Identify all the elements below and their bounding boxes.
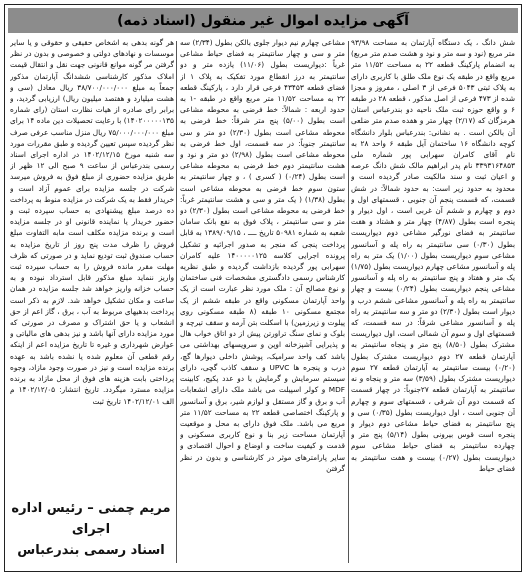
signature-line-1: مریم چمنی – رئیس اداره اجرای <box>11 501 171 537</box>
column-middle <box>180 37 345 567</box>
signature-block <box>9 498 173 561</box>
signature-line-2: اسناد رسمی بندرعباس <box>17 543 165 558</box>
column-right <box>351 37 515 567</box>
text-columns <box>9 37 517 567</box>
advertisement-page <box>4 4 522 572</box>
column-left-text: هر گونه بدهی به اشخاص حقیقی و حقوقی و یا سایر موسسات و نهادهای دولتی و خصوصی و بدون در نظر گرفتن مر گونه موانع قانونی جهت نقل و انتقال قیمت املاک مذکور کارشناسی ششدانگ آپارتمان مذکور جمعاً به مبلغ ۳۸/۷۰۰/۰۰۰/۰۰۰ ریال معادل (سی و هشت میلیارد و هفتصد میلیون ریال) ارزیابی گردید، و برابر رای صادره از هیات نظارت استان (رای شماره ۱۴۰۲۰۰۰۰۰۱۳۵) با رعایت تحصیلات دین ماده ۱۴ برای مبلغ ۷۵/۰۰۰/۰۰۰/۰۰۰ ریال منزل مناسب عرفی صرف نظر گردیده سپس تعیین گردیده و طبق مقررات مورد سه شنبه مورخ ۱۴۰۲/۱۲/۱۵ در اداره اجرای اسناد رسمی بندرعباس از ساعت ۹ صبح الی ۱۲ ظهر از طریق مزایده حضوری از مبلغ فوق به فروش میرسد شرکت در جلسه مزایده برای عموم آزاد است و خریدار فقط به یک شرکت در مزایده منوط به پرداخت ده درصد مبلغ پیشنهادی به حساب سپرده ثبت و حضور خریدار یا نماینده قانونی او در جلسه مزایده است و برنده مزایده مکلف است مابه التفاوت مبلغ فروش را ظرف مدت پنج روز از تاریخ مزایده به حساب صندوق ثبت تودیع نماید و در صورتی که ظرف مهلت مقرر مانده فروش را به حساب سپرده ثبت واریز ننماید مبلغ مذکور قابل استرداد نبوده و به حساب خزانه واریز خواهد شد جلسه مزایده در همان ساعت و مکان تشکیل خواهد شد. لازم به ذکر است پرداخت بدهیهای مربوط به آب ، برق ، گاز اعم از حق انشعاب و یا حق اشتراک و مصرف در صورتی که مورد مزایده دارای آنها باشد و نیز بدهی های مالیاتی و عوارض شهرداری و غیره تا تاریخ مزایده اعم از اینکه رقم قطعی آن معلوم شده یا نشده باشد به عهده برنده مزایده است و نیز در صورت وجود مازاد، وجوه پرداختی بابت هزینه های فوق از محل مازاد به برنده مزایده مسترد میگردد. تاریخ انتشار: ۱۴۰۲/۱۲/۰۵ م الف ۱۴۰۲/۱۲/۰۱ تاریخ ثبت <box>10 38 174 406</box>
column-divider <box>176 41 177 563</box>
column-left <box>10 37 174 567</box>
column-right-text: شش دانگ ، یک دستگاه آپارتمان به مساحت ۹۳/۹۸ متر مربع (نود و سه متر و نود و هشت صدم متر مربع) به انضمام پارکینگ قطعه ۲۲ به مساحت ۱۱/۵۲ متر مربع واقع در طبقه یک نوع ملک طلق با کاربری دارای به پلاک ثبتی ۵۰۴۳ فرعی از ۳ اصلی ، مفروز و مجزا شده از ۴۷۳ فرعی از اصل مذکور ، قطعه ۲۸ در طبقه ۶ و واقع حوزه ثبت ملک ناحیه دو بندرعباس استان هرمزگان که (۲/۱۷) چهار متر و هفده صدم متر ضلعی آن بالکن است . به نشانی: بندرعباس بلوار دانشگاه کوچه دانشگاه ۱۶ ساختمان آیل طبقه ۶ واحد ۲۸ به نام آقای کامران سهرابی پور شماره ملی ۳۳۹۳۱۶۴۸۵۳ نام پدر ابراهیم مالک شش دانگ عرصه و اعیان ثبت و سند مالکیت صادر گردیده است و محدود به حدود زیر است: به حدود شمالاً: در شش قسمت، که قسمت پنجم آن جنوبی ، قسمتهای اول و دوم و چهارم و ششم آن غربی است ، اول دیوار و پنجره است بطول (۴/۸۷) چهار متر و هشتاد و هفت سانتیمتر به فضای نورگیر مشاعی دوم دیواریست بطول (۰/۳۰) سی سانتیمتر به راه پله و آسانسور مشاعی سوم دیواریست بطول (۱/۰۰) یک متر به راه پله و آسانسور مشاعی چهارم دیواریست بطول (۱/۷۵) یک متر و هفتاد و پنج سانتیمتر به راه پله و آسانسور مشاعی پنجم دیواریست بطول (۰/۲۴) بیست و چهار سانتیمتر به راه پله و آسانسور مشاعی ششم درب و دیوار است بطول (۲/۳۰) دو متر و سه سانتیمتر به راه پله و آسانسور مشاعی شرقاً: در سه قسمت، که قسمتهای اول و سوم آن شمالی است، اول دیواریست مشترک بطول (۸/۵۰) پنج متر و پنجاه سانتیمتر به آپارتمان قطعه ۲۷ دوم دیواریست مشترک بطول (۰/۲۰) بیست سانتیمتر به آپارتمان قطعه ۲۷ سوم دیواریست مشترک بطول (۳/۵۹) سه متر و پنجاه و نه سانتیمتر به آپارتمان قطعه ۲۷جنوباً: در چهار قسمت که قسمت دوم آن شرقی ، قسمتهای سوم و چهارم آن جنوبی است ، اول دیواریست بطول (۰/۳۵) سی و پنج سانتیمتر به فضای حیاط مشاعی دوم دیوار و پنجره است قوس بیرونی بطول (۵/۱۴) پنج متر و چهارده سانتیمتر به فضای حیاط مشاعی سوم دیواریست بطول (۰/۲۷) بیست و هفت سانتیمتر به فضای حیاط <box>351 38 515 473</box>
column-middle-text: مشاعی چهارم نیم دیوار جلوی بالکن بطول (۲/۳۴) سه متر و سی و چهار سانتیمتر به فضای حیاط مشاعی غرباً :دیواریست بطول (۱۱/۰۶) یازده متر و دو سانتیمتر به درز انقطاع مورد تفکیک به پلاک ۱ از فضای قطعه ۴۳۴۵۳ فرعی قرار دارد ، پارکینگ قطعه ۲۲ به مساحت ۱۱/۵۲ متر مربع واقع در طبقه -۱ به حدود اربعه : شمالاً: خط فرضی به محوطه مشاعی است بطول (۵/۰۰) پنج متر شرقاً: خط فرضی به محوطه مشاعی است بطول (۲/۳۰) دو متر و سی سانتیمتر جنوباً: در سه قسمت، اول خط فرضی به محوطه مشاعی است بطول (۲/۹۸) دو متر و نود و هشت سانتیمتر دوم خط فرضی به محوطه مشاعی است بطول (۰/۲۴) ( کسری ) ، و چهار سانتیمتر به ستون سوم خط فرضی به محوطه مشاعی است بطول (۱/۳۸) ( یک متر و سی و هشت سانتیمتر غرباً: خط فرضی به محوطه مشاعی است بطول (۲/۳۰) دو متر و سی سانتیمتر ، پلاک فوق به نفع بانک سامان شعبه به شماره ۵۰۹۸۱ تاریخ ــــ ، ۱۳۸۹/۰۹/۱۵ به قابل پرداخت پنجی که منجر به صدور اجرائیه و تشکیل پرونده اجرایی کلاسه ۱۴۰۰۰۰۰۱۲۵ علیه کامران سهرابی پور گردیده بازداشت گردیده و طبق نظریه کارشناس رسمی دادگستری مشخصات فنی ساختمان و نوع مصالح آن : ملک مورد نظر عبارت است از یک واحد آپارتمان مسکونی واقع در طبقه ششم از یک مجتمع مسکونی ۱۰ طبقه (۸ طبقه مسکونی روی پیلوت و زیرزمین) با اسکلت بتن آرمه و سقف تیرچه و بلوک و نمای سنگ تراورتن پیش از دو اتاق خواب هال و پذیرایی آشپزخانه اوپن و سرویسهای بهداشتی می باشد کف واحد سرامیک، پوشش داخلی دیوارها گچ، درب و پنجره ها UPVC و سقف کاذب گچی، دارای سیستم سرمایش و گرمایش با دو عدد پکیج، کابینت MDF و کولر اسپیلت می باشد ملک دارای انشعابات آب و برق و گاز مستقل و لوازم شیر، برق و آسانسور و پارکینگ اختصاصی قطعه ۲۲ به مساحت ۱۱/۵۲ متر مربع می باشد. ملک فوق دارای به محل و موقعیت آپارتمان مساحت زیر بنا و نوع کاربری مسکونی و قدمت و کیفیت ساخت و اوضاع و احوال اقتصادی و سایر پارامترهای موثر در کارشناسی و بدون در نظر گرفتن <box>180 38 345 473</box>
title-band <box>8 8 518 33</box>
column-divider <box>348 41 349 563</box>
page-title: آگهی مزایده اموال غیر منقول (اسناد ذمه) <box>117 12 409 29</box>
